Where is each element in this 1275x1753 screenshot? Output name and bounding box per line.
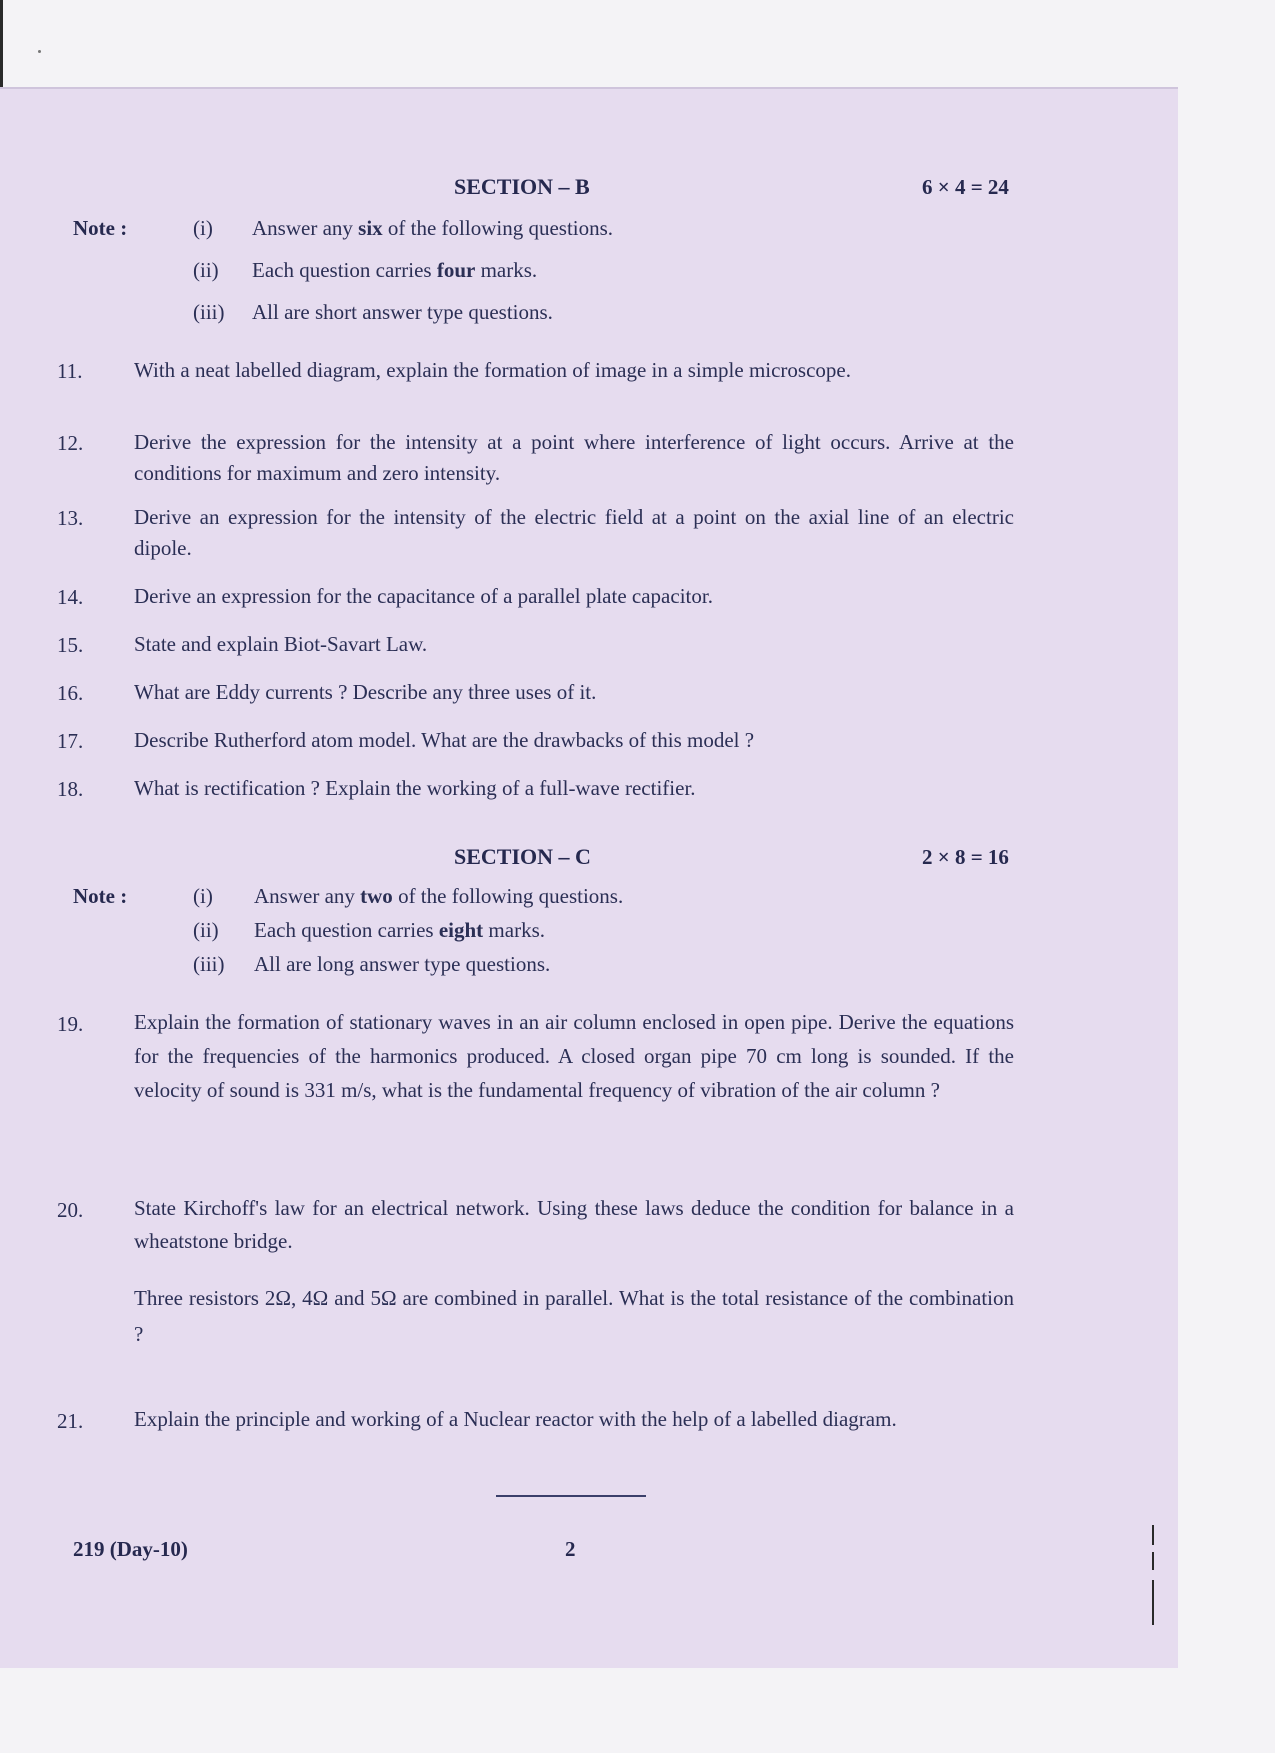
note-num: (ii) (193, 918, 219, 942)
note-text: All are short answer type questions. (252, 300, 553, 324)
question-text: Derive an expression for the capacitance of a parallel plate capacitor. (134, 584, 713, 608)
paper-top-edge (0, 87, 1178, 89)
question-number: 21. (57, 1409, 84, 1433)
question-number: 14. (57, 585, 84, 609)
question-text: What is rectification ? Explain the working of a full-wave rectifier. (134, 776, 696, 800)
section-c-note-label: Note : (73, 884, 128, 908)
note-text: Answer any two of the following questions. (254, 884, 624, 908)
scan-speck (38, 50, 41, 53)
note-num: (i) (193, 216, 213, 240)
section-b-title: SECTION – B (454, 174, 590, 199)
section-b-marks: 6 × 4 = 24 (922, 175, 1009, 199)
note-text: Each question carries eight marks. (254, 918, 545, 942)
question-number: 18. (57, 777, 84, 801)
scan-mark (1152, 1580, 1154, 1625)
question-number: 19. (57, 1012, 84, 1036)
note-num: (iii) (193, 952, 225, 976)
question-number: 13. (57, 506, 84, 530)
question-text: Derive the expression for the intensity at a point where interference of light occurs. Arrive at the conditions for maximum and zero intensity. (134, 430, 1014, 485)
question-number: 16. (57, 681, 84, 705)
question-text: Explain the formation of stationary waves in an air column enclosed in open pipe. Derive the equations for the frequencies of the harmonics produced. A closed organ pipe 70 cm long is sounded. If the velocity of sound is 331 m/s, what is the fundamental frequency of vibration of the air column ? (134, 1010, 1014, 1102)
paper-code: 219 (Day-10) (73, 1537, 188, 1561)
question-number: 20. (57, 1198, 84, 1222)
question-text: Explain the principle and working of a Nuclear reactor with the help of a labelled diagram. (134, 1407, 897, 1431)
question-text: What are Eddy currents ? Describe any three uses of it. (134, 680, 597, 704)
note-text: Answer any six of the following questions. (252, 216, 614, 240)
scan-mark (1152, 1525, 1154, 1545)
section-c-title: SECTION – C (454, 844, 591, 869)
page-number: 2 (565, 1537, 576, 1561)
question-text: Derive an expression for the intensity of the electric field at a point on the axial line of an electric dipole. (134, 505, 1014, 560)
scan-edge (0, 0, 3, 88)
note-num: (i) (193, 884, 213, 908)
question-number: 11. (57, 359, 83, 383)
note-text: Each question carries four marks. (252, 258, 538, 282)
question-text: Describe Rutherford atom model. What are the drawbacks of this model ? (134, 728, 755, 752)
question-number: 17. (57, 729, 84, 753)
section-b-note-label: Note : (73, 216, 128, 240)
note-num: (iii) (193, 300, 225, 324)
question-text: State Kirchoff's law for an electrical network. Using these laws deduce the condition for balance in a wheatstone bridge. (134, 1196, 1014, 1253)
note-text: All are long answer type questions. (254, 952, 551, 976)
note-num: (ii) (193, 258, 219, 282)
question-text: With a neat labelled diagram, explain the formation of image in a simple microscope. (134, 358, 851, 382)
scan-mark (1152, 1552, 1154, 1570)
question-text: State and explain Biot-Savart Law. (134, 632, 428, 656)
question-text-part: Three resistors 2Ω, 4Ω and 5Ω are combined in parallel. What is the total resistance of the combination ? (134, 1286, 1014, 1346)
end-rule (496, 1495, 646, 1497)
question-number: 15. (57, 633, 84, 657)
question-number: 12. (57, 431, 84, 455)
section-c-marks: 2 × 8 = 16 (922, 845, 1009, 869)
